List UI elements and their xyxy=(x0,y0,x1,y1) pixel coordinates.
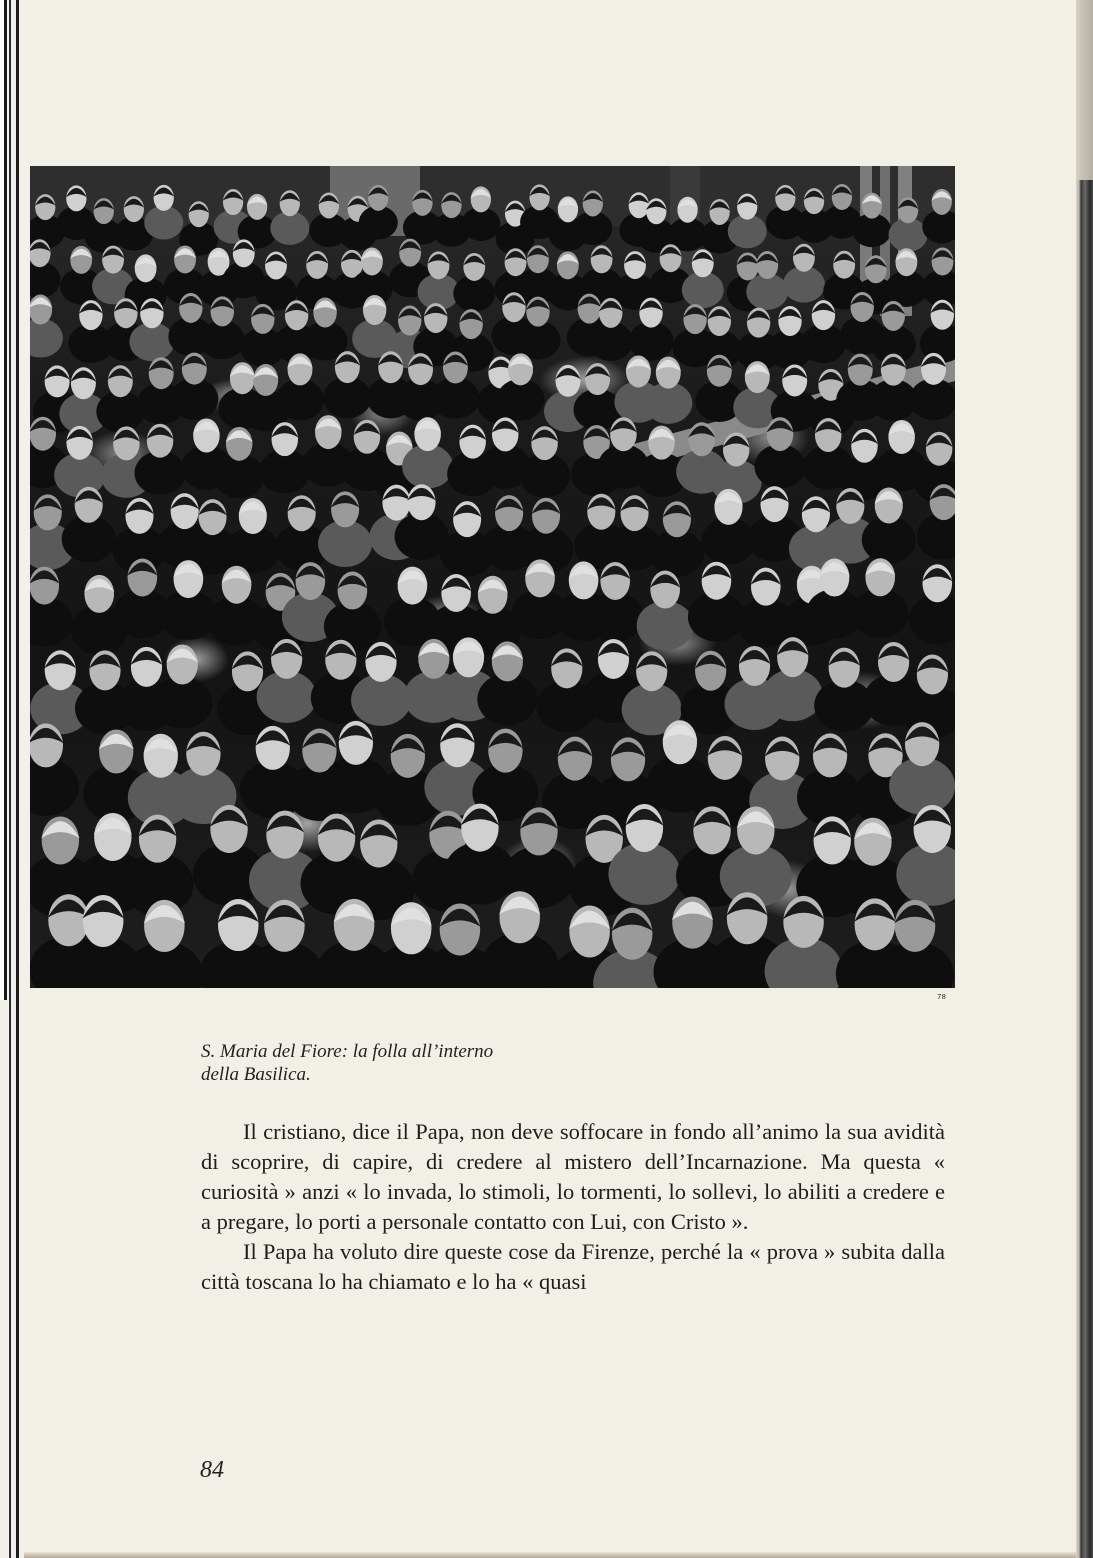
crowd-photograph xyxy=(30,166,955,988)
body-text xyxy=(201,1117,945,1297)
caption-line-2: della Basilica. xyxy=(201,1064,311,1085)
page-number: 84 xyxy=(200,1457,224,1483)
crowd-person-body xyxy=(30,759,79,816)
crowd-person-body xyxy=(30,597,73,646)
plate-number: 78 xyxy=(937,993,946,1001)
page-binding-lower xyxy=(0,1000,8,1558)
paragraph-2: Il Papa ha voluto dire queste cose da Firenze, perché la « prova » subita dalla città toscana lo ha chiamato e lo ha « quasi xyxy=(201,1239,945,1294)
crowd-person-body xyxy=(30,262,61,298)
caption-line-1: S. Maria del Fiore: la folla all’interno xyxy=(201,1041,494,1062)
facing-page-edge-top xyxy=(1076,0,1093,180)
crowd-figures xyxy=(30,184,955,988)
paragraph-1: Il cristiano, dice il Papa, non deve soffocare in fondo all’animo la sua avidità di scoprire, di capire, di credere al mistero dell’Incarnazione. Ma questa « curiosità » anzi « lo invada, lo stimoli, lo tormenti, lo sollevi, lo abiliti a credere e a pregare, lo porti a personale contatto con Lui, con Cristo ». xyxy=(201,1119,945,1234)
facing-page-edge xyxy=(1076,0,1093,1558)
crowd-person-body xyxy=(30,319,63,358)
crowd-person-body xyxy=(909,595,955,644)
page-bottom-edge xyxy=(24,1552,1076,1558)
crowd-person-body xyxy=(917,513,955,560)
crowd-photo-illustration xyxy=(30,166,955,988)
photo-caption xyxy=(201,1040,721,1086)
